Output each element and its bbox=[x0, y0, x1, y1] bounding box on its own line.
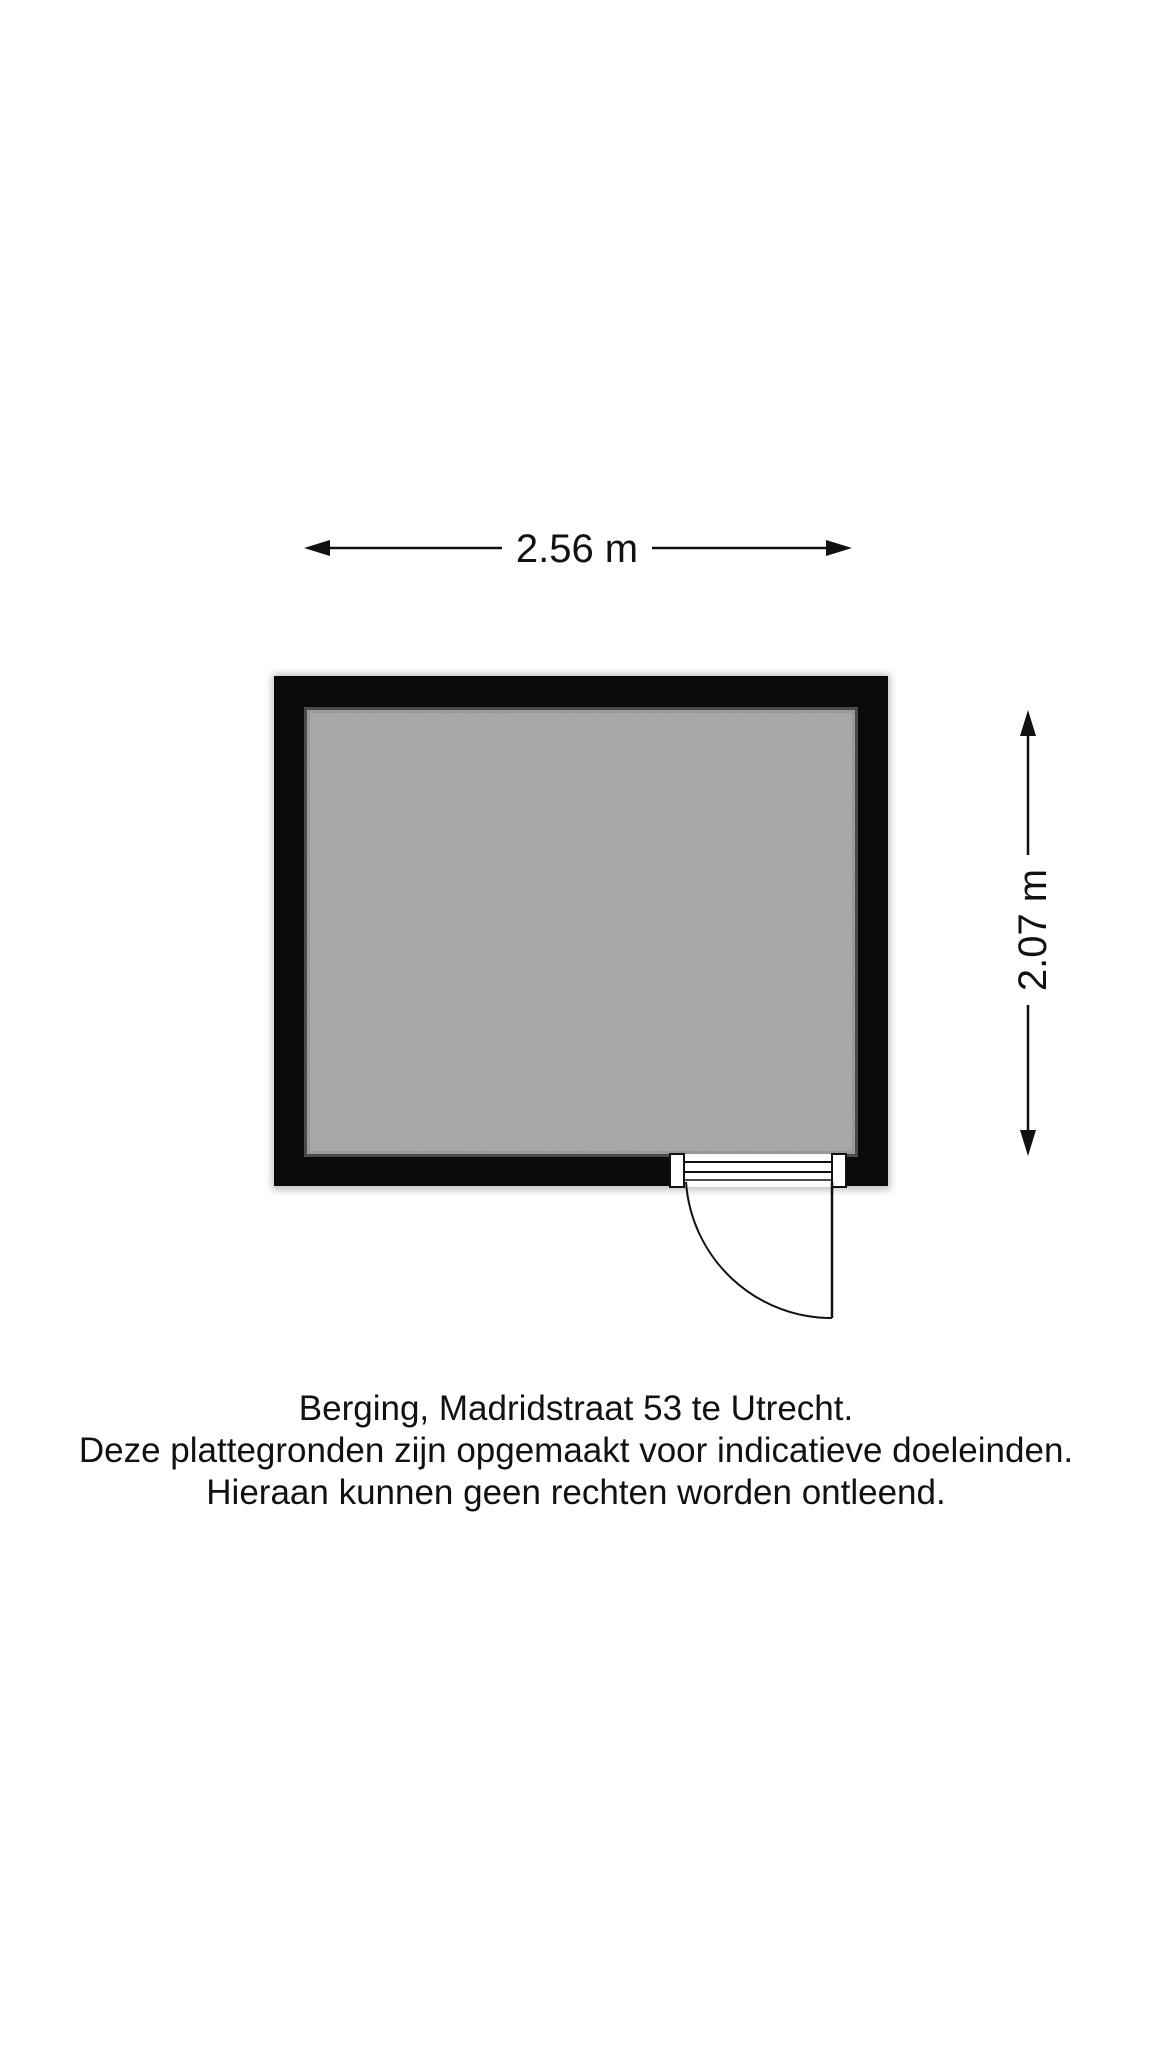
caption-line-3: Hieraan kunnen geen rechten worden ontleend. bbox=[206, 1473, 946, 1512]
width-dimension-label: 2.56 m bbox=[502, 527, 652, 571]
arrow-down-icon bbox=[1020, 1130, 1036, 1156]
height-dimension-label: 2.07 m bbox=[1011, 855, 1055, 1005]
arrow-up-icon bbox=[1020, 710, 1036, 736]
caption bbox=[0, 1388, 1152, 1514]
door-swing-arc bbox=[686, 1182, 832, 1318]
caption-line-1: Berging, Madridstraat 53 te Utrecht. bbox=[298, 1389, 854, 1428]
arrow-right-icon bbox=[826, 540, 852, 556]
door bbox=[670, 1154, 846, 1318]
arrow-left-icon bbox=[304, 540, 330, 556]
caption-line-2: Deze plattegronden zijn opgemaakt voor indicatieve doeleinden. bbox=[78, 1431, 1074, 1470]
room-floor bbox=[307, 710, 855, 1154]
